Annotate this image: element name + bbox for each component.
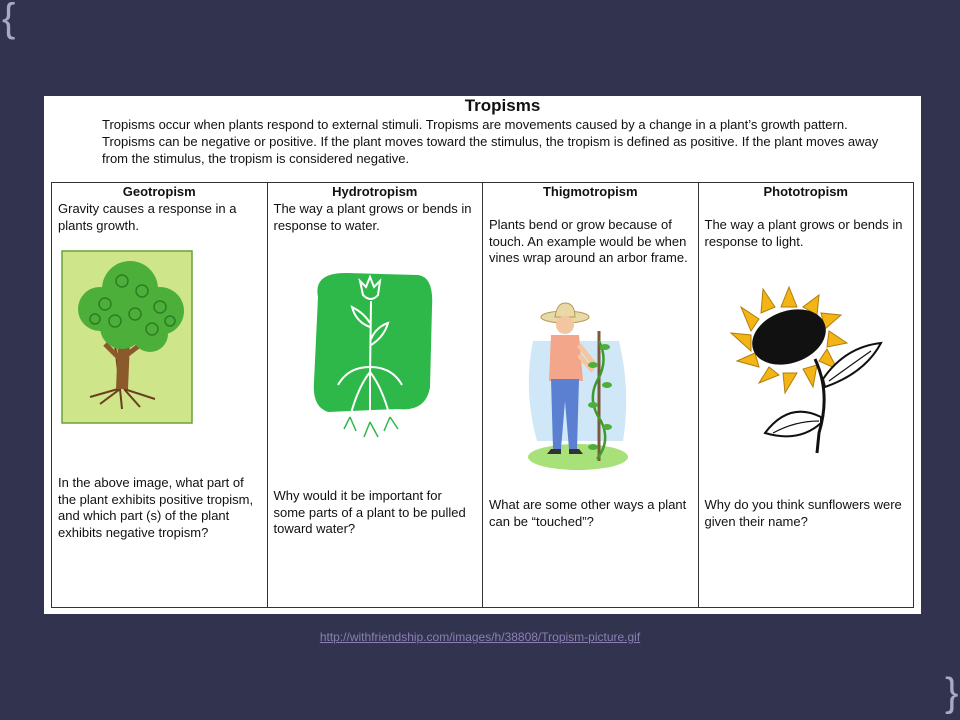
column-phototropism [699, 183, 914, 607]
column-question: Why would it be important for some parts of a plant to be pulled toward water? [273, 488, 466, 536]
column-description: Plants bend or grow because of touch. An example would be when vines wrap around an arbor frame. [489, 217, 688, 265]
source-link[interactable]: http://withfriendship.com/images/h/38808/Tropism-picture.gif [319, 630, 641, 644]
column-thigmotropism [483, 183, 699, 607]
column-heading: Geotropism [122, 184, 196, 199]
corner-bracket-icon: { [944, 676, 958, 720]
column-description: The way a plant grows or bends in response to light. [704, 217, 903, 249]
tree-illustration [60, 249, 194, 425]
column-description: The way a plant grows or bends in response to water. [273, 201, 472, 233]
column-description: Gravity causes a response in a plants growth. [58, 201, 237, 233]
column-heading: Phototropism [763, 184, 848, 199]
column-question: What are some other ways a plant can be “touched”? [489, 497, 687, 529]
gardener-vine-illustration [523, 301, 633, 481]
column-heading: Hydrotropism [332, 184, 418, 199]
tropism-table [51, 182, 914, 608]
sunflower-illustration [725, 283, 895, 459]
corner-bracket-icon: { [2, 0, 16, 40]
plant-roots-illustration [308, 267, 438, 447]
column-question: Why do you think sunflowers were given their name? [704, 497, 902, 529]
worksheet-title: Tropisms [464, 96, 541, 115]
tropisms-worksheet [44, 96, 921, 614]
column-heading: Thigmotropism [542, 184, 638, 199]
intro-paragraph: Tropisms occur when plants respond to external stimuli. Tropisms are movements caused by a change in a plant’s growth pattern. Tropisms can be negative or positive. If the plant moves toward the stimulus, the tropism is defined as positive. If the plant moves away from the stimulus, the tropism is considered negative. [102, 117, 879, 166]
column-geotropism [52, 183, 268, 607]
column-question: In the above image, what part of the plant exhibits positive tropism, and which part (s) of the plant exhibits negative tropism? [58, 475, 254, 540]
column-hydrotropism [268, 183, 484, 607]
